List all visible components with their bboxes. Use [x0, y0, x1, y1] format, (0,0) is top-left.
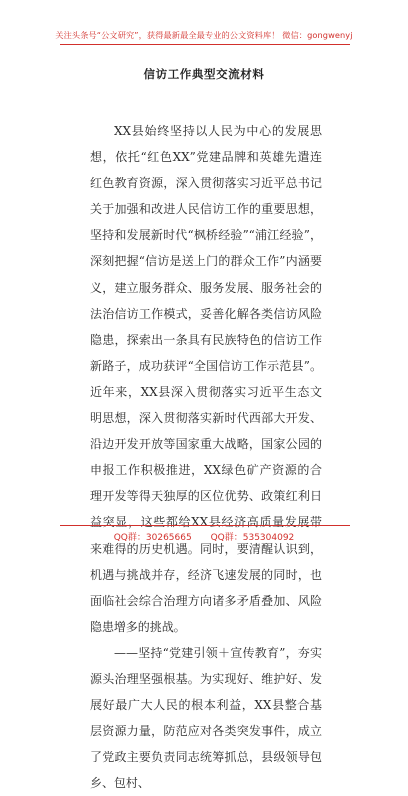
body-paragraph: XX县始终坚持以人民为中心的发展思想，依托“红色XX”党建品牌和英雄先遣连红色教育资源，深入贯彻落实习近平总书记关于加强和改进人民信访工作的重要思想，坚持和发展新时代“枫桥经验”“浦江经验”，深刻把握“信访是送上门的群众工作”内涵要义，建立服务群众、服务发展、服务社会的法治信访工作模式，妥善化解各类信访风险隐患，探索出一条具有民族特色的信访工作新路子，成功获评“全国信访工作示范县”。近年来，XX县深入贯彻落实习近平生态文明思想，深入贯彻落实新时代西部大开发、沿边开发开放等国家重大战略，国家公园的申报工作积极推进，XX绿色矿产资源的合理开发等得天独厚的区位优势、政策红利日益突显，这些都给XX县经济高质量发展带来难得的历史机遇。同时，要清醒认识到，机遇与挑战并存，经济飞速发展的同时，也面临社会综合治理方向诸多矛盾叠加、风险隐患增多的挑战。: [90, 124, 322, 634]
footer-qq-group-1: QQ群：30265665: [113, 533, 192, 543]
header-divider: [60, 44, 350, 45]
footer-divider: [60, 525, 350, 526]
footer-qq-group-2: QQ群：535304092: [210, 533, 295, 543]
body-paragraph: ——坚持“党建引领＋宣传教育”，夯实源头治理坚强根基。为实现好、维护好、发展好最广大人民的根本利益，XX县整合基层资源力量，防范应对各类突发事件，成立了党政主要负责同志统筹抓总，县级领导包乡、包村、: [90, 645, 322, 791]
header-banner: 关注头条号“公文研究”，获得最新最全最专业的公文资料库！ 微信：gongwenyj: [55, 30, 353, 40]
document-body: [90, 118, 322, 796]
document-title: 信访工作典型交流材料: [143, 67, 265, 81]
footer: [0, 530, 408, 543]
